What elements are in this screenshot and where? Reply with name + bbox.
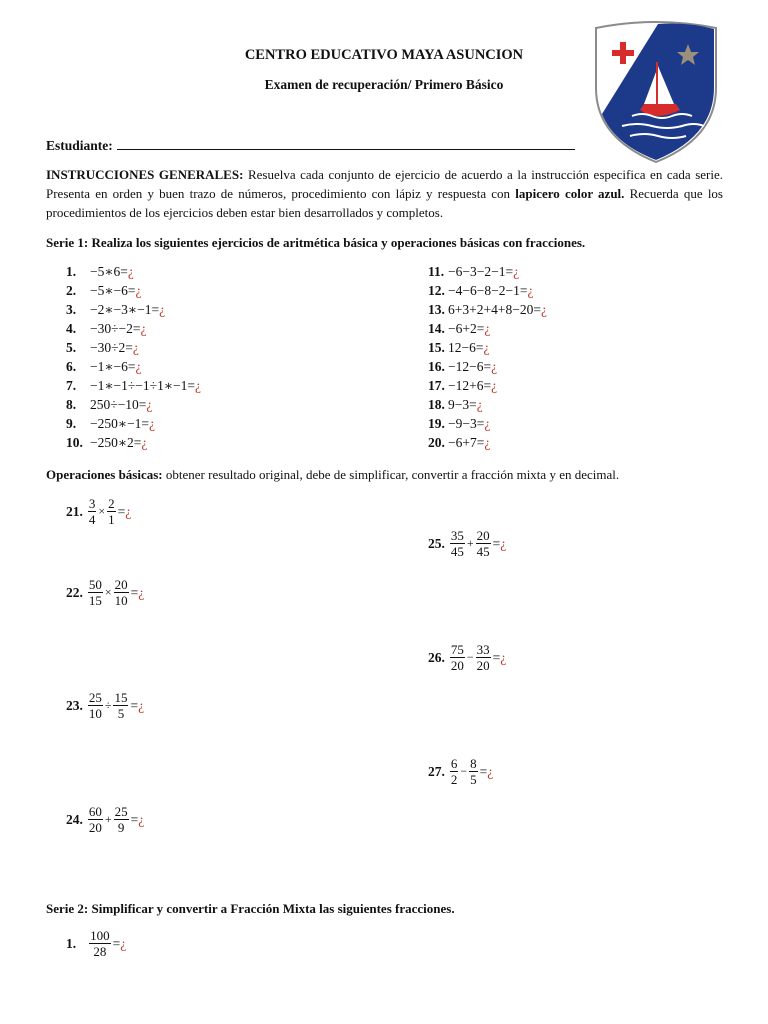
exercise-expression: 6+3+2+4+8−20= [448,302,541,317]
answer-mark[interactable]: ¿ [513,264,520,279]
exercise-expression: −12−6= [448,359,492,374]
numerator: 35 [450,528,464,543]
fraction [88,690,103,721]
denominator: 4 [88,512,96,527]
fraction-exercise [428,756,493,787]
exercise-row [428,319,547,338]
exercise-row [428,262,547,281]
numerator: 3 [88,496,96,511]
exercise-number: 8. [66,397,77,412]
exercise-row [66,319,201,338]
exercise-expression: −5∗6= [90,264,128,279]
answer-mark[interactable]: ¿ [484,435,491,450]
answer-mark[interactable]: ¿ [138,697,145,713]
denominator: 20 [88,820,102,835]
exercise-row [66,357,201,376]
equals-sign: = [117,503,126,519]
exercise-number: 17. [428,378,445,393]
fraction [88,577,103,608]
exercise-number: 16. [428,359,445,374]
fraction-exercise [66,577,144,608]
exercise-row [66,338,201,357]
denominator: 10 [88,706,102,721]
numerator: 15 [114,690,128,705]
exercise-number: 12. [428,283,445,298]
exercise-expression: −12+6= [448,378,492,393]
fraction [107,496,116,527]
answer-mark[interactable]: ¿ [132,340,139,355]
student-label: Estudiante: [46,138,113,153]
exercise-number: 20. [428,435,445,450]
exercise-number: 5. [66,340,77,355]
exercise-expression: 250÷−10= [90,397,147,412]
exercise-row [66,376,201,395]
exercise-row [428,414,547,433]
fraction-exercise [66,496,131,527]
exercise-expression: −30÷2= [90,340,133,355]
exercise-expression: 9−3= [448,397,477,412]
exercise-expression: −250∗2= [90,435,142,450]
exercise-number: 22. [66,584,83,600]
answer-mark[interactable]: ¿ [141,435,148,450]
operator: − [460,764,468,778]
answer-mark[interactable]: ¿ [135,359,142,374]
answer-mark[interactable]: ¿ [149,416,156,431]
denominator: 9 [117,820,125,835]
instructions-text-a: Resuelva cada conjunto de ejercicio de acuerdo a la instrucción especifica en cada serie. Presenta en orden y buen trazo de números, procedimiento con lápiz y respuesta con [46,167,723,201]
numerator: 50 [88,577,102,592]
exercise-number: 21. [66,503,83,519]
operator: × [104,585,112,599]
fraction [88,804,103,835]
equals-sign: = [130,811,139,827]
answer-mark[interactable]: ¿ [159,302,166,317]
fraction [114,577,129,608]
denominator: 20 [450,658,464,673]
denominator: 28 [93,944,107,959]
denominator: 2 [450,772,458,787]
fraction-exercise [428,528,506,559]
answer-mark[interactable]: ¿ [491,378,498,393]
instructions-bold: lapicero color azul. [515,186,625,201]
answer-mark[interactable]: ¿ [140,321,147,336]
answer-mark[interactable]: ¿ [195,378,201,393]
answer-mark[interactable]: ¿ [500,535,507,551]
exercise-number: 19. [428,416,445,431]
denominator: 1 [108,512,115,527]
fraction [114,804,129,835]
exercise-number: 2. [66,283,77,298]
serie2-exercise [66,928,126,959]
exercise-number: 23. [66,697,83,713]
instructions [46,165,723,222]
answer-mark[interactable]: ¿ [527,283,534,298]
exercise-row [66,300,201,319]
fraction [113,690,128,721]
exercise-row [428,300,547,319]
exercise-number: 10. [66,435,83,450]
answer-mark[interactable]: ¿ [476,397,483,412]
exercise-expression: −6−3−2−1= [448,264,514,279]
exercise-expression: −1∗−1÷−1÷1∗−1= [90,378,195,393]
fraction [450,756,459,787]
numerator: 20 [114,577,128,592]
exercise-row [428,433,547,452]
operaciones-heading-line [46,467,619,483]
exercise-expression: −9−3= [448,416,485,431]
operaciones-text: obtener resultado original, debe de simplificar, convertir a fracción mixta y en decimal. [162,467,620,482]
denominator: 5 [117,706,125,721]
answer-mark[interactable]: ¿ [491,359,498,374]
exercise-row [66,395,201,414]
exercise-row [428,376,547,395]
exercise-number: 7. [66,378,77,393]
equals-sign: = [130,584,139,600]
instructions-heading: INSTRUCCIONES GENERALES: [46,167,244,182]
school-name: CENTRO EDUCATIVO MAYA ASUNCION [244,47,524,63]
exercise-row [66,414,201,433]
numerator: 8 [470,756,477,771]
fraction-exercise [428,642,506,673]
exercise-expression: −6+2= [448,321,485,336]
exercise-number: 1. [66,264,77,279]
exercise-number: 27. [428,763,445,779]
operator: + [104,812,112,826]
exercise-number: 25. [428,535,445,551]
denominator: 5 [470,772,477,787]
denominator: 45 [450,544,464,559]
exercise-expression: −5∗−6= [90,283,136,298]
exercise-row [428,357,547,376]
serie1-title: Serie 1: Realiza los siguientes ejercicios de aritmética básica y operaciones básicas con fracciones. [46,235,586,250]
exercise-expression: −250∗−1= [90,416,150,431]
answer-mark[interactable]: ¿ [484,416,491,431]
equals-sign: = [492,535,501,551]
equals-sign: = [112,935,121,951]
answer-mark[interactable]: ¿ [146,397,153,412]
exercise-number: 24. [66,811,83,827]
exercise-expression: −2∗−3∗−1= [90,302,160,317]
fraction [450,642,465,673]
numerator: 6 [450,756,458,771]
answer-mark[interactable]: ¿ [125,503,132,519]
equals-sign: = [479,763,488,779]
denominator: 45 [476,544,490,559]
numerator: 20 [476,528,490,543]
exercise-number: 26. [428,649,445,665]
answer-mark[interactable]: ¿ [483,340,490,355]
answer-mark[interactable]: ¿ [487,763,494,779]
exercise-number: 13. [428,302,445,317]
operaciones-heading: Operaciones básicas: [46,467,163,482]
operator: − [466,650,474,664]
answer-mark[interactable]: ¿ [138,811,145,827]
exercise-expression: −1∗−6= [90,359,136,374]
numerator: 25 [114,804,128,819]
exercise-expression: 12−6= [448,340,484,355]
exercise-number: 1. [66,935,77,951]
denominator: 20 [476,658,490,673]
denominator: 15 [88,593,102,608]
exercise-number: 14. [428,321,445,336]
student-name-line[interactable] [117,137,575,150]
numerator: 75 [450,642,464,657]
exercise-number: 9. [66,416,77,431]
answer-mark[interactable]: ¿ [120,935,127,951]
numerator: 100 [90,928,110,943]
serie1-left-list [66,262,201,452]
serie2-title: Serie 2: Simplificar y convertir a Fracción Mixta las siguientes fracciones. [46,901,455,916]
answer-mark[interactable]: ¿ [127,264,134,279]
fraction-exercise [66,804,144,835]
numerator: 25 [88,690,102,705]
answer-mark[interactable]: ¿ [500,649,507,665]
exercise-row [66,433,201,452]
fraction [450,528,465,559]
exercise-number: 11. [428,264,445,279]
instructions-text-b: Recuerda que los procedimientos de los ejercicios deben estar bien desarrollados y completos. [46,186,723,220]
answer-mark[interactable]: ¿ [484,321,491,336]
fraction [476,642,491,673]
exercise-row [66,281,201,300]
numerator: 60 [88,804,102,819]
operator: ÷ [104,698,112,712]
student-field[interactable] [46,137,575,154]
exam-title: Examen de recuperación/ Primero Básico [264,77,504,92]
fraction [469,756,478,787]
numerator: 33 [476,642,490,657]
fraction [88,496,97,527]
exercise-row [428,395,547,414]
exercise-row [428,281,547,300]
school-crest-icon [592,18,720,164]
equals-sign: = [130,697,139,713]
answer-mark[interactable]: ¿ [138,584,145,600]
answer-mark[interactable]: ¿ [540,302,547,317]
numerator: 2 [108,496,115,511]
exercise-number: 4. [66,321,77,336]
operator: × [98,504,106,518]
exercise-expression: −4−6−8−2−1= [448,283,528,298]
fraction [476,528,491,559]
exercise-number: 15. [428,340,445,355]
fraction-exercise [66,690,144,721]
serie1-right-list [428,262,547,452]
exercise-row [428,338,547,357]
exercise-expression: −30÷−2= [90,321,141,336]
exercise-row [66,262,201,281]
denominator: 10 [114,593,128,608]
exercise-number: 6. [66,359,77,374]
equals-sign: = [492,649,501,665]
operator: + [466,536,474,550]
exercise-number: 18. [428,397,445,412]
exercise-number: 3. [66,302,77,317]
exercise-expression: −6+7= [448,435,485,450]
answer-mark[interactable]: ¿ [135,283,142,298]
fraction [89,928,111,959]
